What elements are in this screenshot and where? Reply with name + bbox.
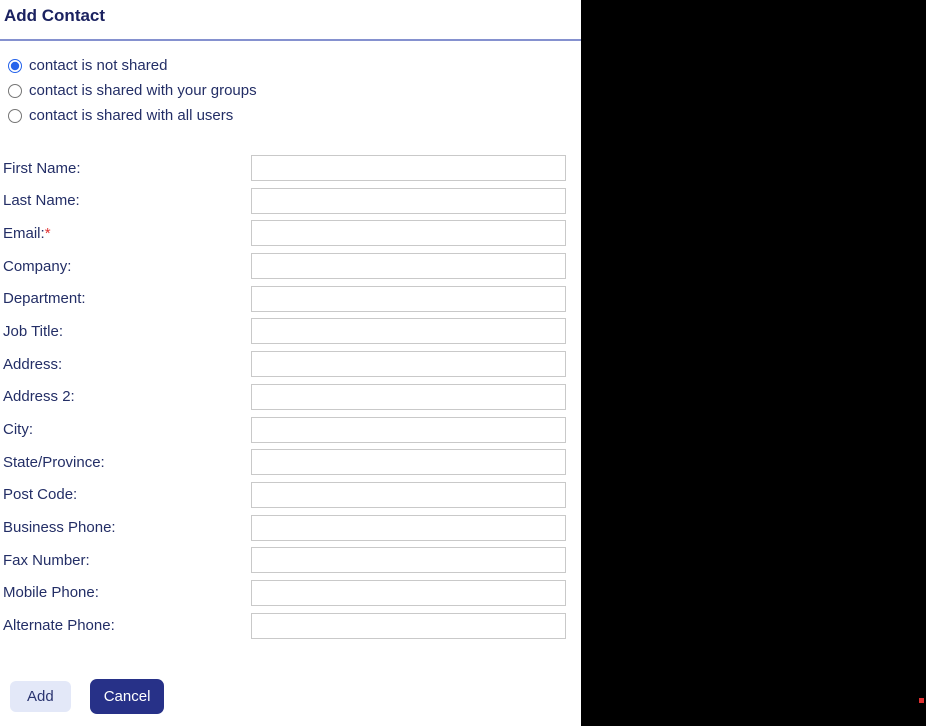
share-option-row xyxy=(8,78,581,103)
first-name-input[interactable] xyxy=(251,155,566,181)
address-input[interactable] xyxy=(251,351,566,377)
form-row xyxy=(0,482,581,508)
radio-contact-shared-all-users[interactable] xyxy=(8,109,22,123)
form-row xyxy=(0,318,581,344)
form-row xyxy=(0,384,581,410)
business-phone-input[interactable] xyxy=(251,515,566,541)
form-row xyxy=(0,286,581,312)
field-label: Alternate Phone: xyxy=(3,617,115,635)
company-input[interactable] xyxy=(251,253,566,279)
field-label: Business Phone: xyxy=(3,519,116,537)
state-province-input[interactable] xyxy=(251,449,566,475)
add-button[interactable]: Add xyxy=(10,681,71,712)
field-label: Last Name: xyxy=(3,192,80,210)
form-row xyxy=(0,220,581,246)
field-label: Address 2: xyxy=(3,388,75,406)
share-option-label: contact is not shared xyxy=(29,57,168,74)
address-2-input[interactable] xyxy=(251,384,566,410)
share-option-row xyxy=(8,53,581,78)
field-label: Post Code: xyxy=(3,486,78,504)
share-option-label: contact is shared with all users xyxy=(29,107,234,124)
department-input[interactable] xyxy=(251,286,566,312)
radio-contact-not-shared[interactable] xyxy=(8,59,22,73)
share-options-group xyxy=(0,53,581,128)
radio-contact-shared-groups[interactable] xyxy=(8,84,22,98)
form-row xyxy=(0,351,581,377)
form-row xyxy=(0,515,581,541)
field-label: City: xyxy=(3,421,33,438)
field-label: First Name: xyxy=(3,159,81,177)
black-overlay xyxy=(581,0,926,726)
field-label: Job Title: xyxy=(3,322,64,340)
email-input[interactable] xyxy=(251,220,566,246)
field-label: Mobile Phone: xyxy=(3,584,99,602)
city-input[interactable] xyxy=(251,417,566,443)
title-divider xyxy=(0,39,581,41)
alternate-phone-input[interactable] xyxy=(251,613,566,639)
post-code-input[interactable] xyxy=(251,482,566,508)
field-label: Company: xyxy=(3,257,72,275)
form-row xyxy=(0,417,581,443)
fax-number-input[interactable] xyxy=(251,547,566,573)
form-row xyxy=(0,449,581,475)
field-label: Department: xyxy=(3,290,86,308)
form-row xyxy=(0,547,581,573)
field-label: State/Province: xyxy=(3,453,105,471)
red-indicator-dot xyxy=(919,698,924,703)
form-row xyxy=(0,580,581,606)
contact-form xyxy=(0,155,581,639)
page-title: Add Contact xyxy=(4,6,106,25)
required-asterisk: * xyxy=(44,224,51,242)
job-title-input[interactable] xyxy=(251,318,566,344)
field-label: Fax Number: xyxy=(3,551,90,569)
share-option-row xyxy=(8,103,581,128)
form-row xyxy=(0,188,581,214)
form-actions xyxy=(0,679,581,714)
form-row xyxy=(0,613,581,639)
share-option-label: contact is shared with your groups xyxy=(29,82,257,99)
cancel-button[interactable]: Cancel xyxy=(90,679,165,714)
form-row xyxy=(0,155,581,181)
mobile-phone-input[interactable] xyxy=(251,580,566,606)
last-name-input[interactable] xyxy=(251,188,566,214)
field-label: Email:* xyxy=(3,224,51,242)
field-label: Address: xyxy=(3,355,63,373)
form-row xyxy=(0,253,581,279)
